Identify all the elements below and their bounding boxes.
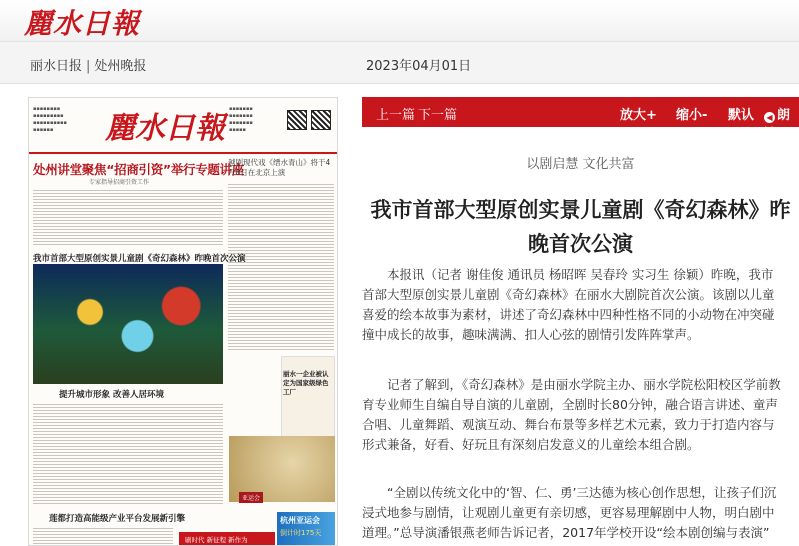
paper-date-info: ▪▪▪▪▪▪▪ ▪▪▪▪▪▪▪ ▪▪▪▪▪▪▪ ▪▪▪▪▪ <box>229 106 253 133</box>
stage-photo <box>33 264 223 384</box>
article-panel <box>362 97 799 546</box>
site-header <box>0 0 799 42</box>
paper-text-block <box>33 526 173 546</box>
paper-text-block <box>228 182 334 352</box>
prev-article-link[interactable]: 上一篇 <box>376 108 416 123</box>
newspaper-page-image[interactable] <box>28 97 338 546</box>
article-toolbar <box>362 97 799 142</box>
paper-text-block <box>33 188 223 246</box>
crumb-section-link[interactable]: 处州晚报 <box>94 59 147 74</box>
paper-masthead-info: ▪▪▪▪▪▪▪▪ ▪▪▪▪▪▪▪▪▪ ▪▪▪▪▪▪▪▪▪▪ ▪▪▪▪▪▪ <box>33 106 67 133</box>
paper-red-banner-text: 刷时代 新征程 新作为 <box>185 536 248 544</box>
paper-side-headline[interactable]: 越剧现代戏《缙水青山》将于4月8日在北京上演 <box>228 158 331 177</box>
paper-lead-headline[interactable]: 处州讲堂聚焦“招商引资”举行专题讲座 <box>33 162 245 177</box>
qr-code-icon <box>287 110 307 130</box>
breadcrumb <box>30 55 146 74</box>
next-article-link[interactable]: 下一篇 <box>418 108 458 123</box>
read-aloud-label: 朗读 <box>764 108 791 142</box>
paper-lead-subhead: 专家指导招商引资工作 <box>89 179 150 186</box>
paper-ad-label: 亚运会 <box>239 492 263 503</box>
issue-date: 2023年04月01日 <box>366 59 472 74</box>
article-paragraph: “全剧以传统文化中的‘智、仁、勇’三达德为核心创作思想，让孩子们沉浸式地参与剧情，让观剧儿童更有亲切感，更容易理解剧中人物，明白剧中道理。”总导演潘银燕老师告诉记者，2017年学校开设“绘本剧创编与表演” <box>362 485 777 540</box>
paper-mid-headline[interactable]: 提升城市形象 改善人居环境 <box>59 390 164 400</box>
paper-art-headline[interactable]: 我市首部大型原创实景儿童剧《奇幻森林》昨晚首次公演 <box>33 254 246 264</box>
paper-asian-games-countdown: 倒计时175天 <box>280 529 322 537</box>
read-aloud-button[interactable] <box>764 104 799 142</box>
crumb-home-link[interactable]: 丽水日报 <box>30 59 83 74</box>
nav-row <box>0 42 799 84</box>
paper-text-block <box>33 402 223 506</box>
crumb-separator: | <box>86 59 91 74</box>
article-paragraph: 本报讯（记者 谢佳俊 通讯员 杨昭晖 吴春玲 实习生 徐颖）昨晚，我市首部大型原创实景儿童剧《奇幻森林》在丽水大剧院首次公演。该剧以儿童喜爱的绘本故事为素材，讲述了奇幻森林中四种性格不同的小动物在冲突碰撞中成长的故事，趣味满满、扣人心弦的剧情引发阵阵掌声。 <box>362 267 775 342</box>
paper-ad-text: 丽水一企业被认定为国家级绿色工厂 <box>283 370 329 396</box>
article-title: 我市首部大型原创实景儿童剧《奇幻森林》昨晚首次公演 <box>370 198 791 256</box>
article-subtitle: 以剧启慧 文化共富 <box>526 157 635 172</box>
paper-bottom-headline[interactable]: 莲都打造高能级产业平台发展新引擎 <box>49 514 186 524</box>
zoom-out-button[interactable]: 缩小- <box>676 108 708 123</box>
zoom-in-button[interactable]: 放大+ <box>620 108 657 123</box>
qr-code-icon <box>311 110 331 130</box>
site-logo[interactable]: 麗水日報 <box>24 7 141 40</box>
paper-asian-games-title: 杭州亚运会 <box>280 516 320 525</box>
default-size-button[interactable]: 默认 <box>728 108 755 123</box>
speaker-icon: ◀ <box>764 112 775 123</box>
paper-logo: 麗水日報 <box>105 111 225 146</box>
article-paragraph: 记者了解到，《奇幻森林》是由丽水学院主办、丽水学院松阳校区学前教育专业师生自编自导自演的儿童剧，全剧时长80分钟，融合语言讲述、童声合唱、儿童舞蹈、观演互动、舞台布景等多样艺术元素，致力于打造内容与形式兼备，好看、好玩且有深刻启发意义的儿童绘本组合剧。 <box>362 377 781 452</box>
